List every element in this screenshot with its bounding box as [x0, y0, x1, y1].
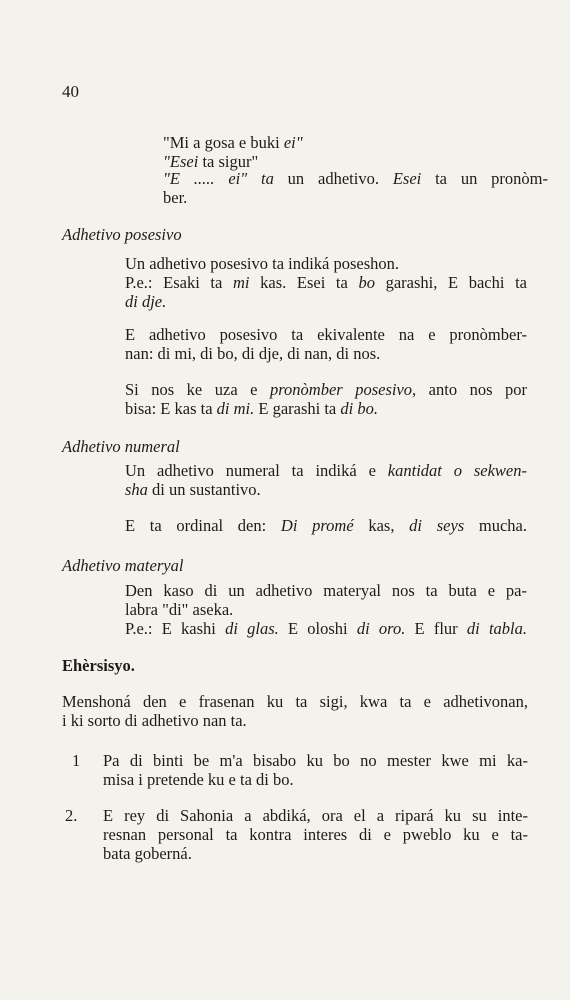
exercise-item-2-number: 2.: [65, 806, 78, 825]
page-number: 40: [62, 82, 79, 101]
posesivo-definition: Un adhetivo posesivo ta indiká poseshon.: [125, 254, 400, 273]
section-title-materyal: Adhetivo materyal: [62, 556, 184, 575]
posesivo-example-cont: di dje.: [125, 292, 167, 311]
example-quote-2: "Esei ta sigur": [163, 152, 259, 171]
exercise-item-1-line-1: Pa di binti be m'a bisabo ku bo no mester kwe mi ka-: [103, 751, 528, 770]
section-title-posesivo: Adhetivo posesivo: [62, 225, 182, 244]
materyal-example: P.e.: E kashi di glas. E oloshi di oro. E flur di tabla.: [125, 619, 528, 638]
exercise-title: Ehèrsisyo.: [62, 656, 135, 675]
materyal-definition-line-1: Den kaso di un adhetivo materyal nos ta buta e pa-: [125, 581, 527, 600]
exercise-item-2-line-1: E rey di Sahonia a abdiká, ora el a ripará ku su inte-: [103, 806, 528, 825]
example-quote-3-cont: ber.: [163, 188, 188, 207]
posesivo-pronoun-line-1: Si nos ke uza e pronòmber posesivo, anto nos por: [125, 380, 528, 399]
section-title-numeral: Adhetivo numeral: [62, 437, 180, 456]
posesivo-equivalent-line-2: nan: di mi, di bo, di dje, di nan, di nos.: [125, 344, 381, 363]
exercise-item-2-line-2: resnan personal ta kontra interes di e pweblo ku e ta-: [103, 825, 528, 844]
exercise-item-2-line-3: bata goberná.: [103, 844, 192, 863]
materyal-definition-line-2: labra "di" aseka.: [125, 600, 234, 619]
posesivo-pronoun-line-2: bisa: E kas ta di mi. E garashi ta di bo.: [125, 399, 378, 418]
exercise-instruction-line-1: Menshoná den e frasenan ku ta sigi, kwa ta e adhetivonan,: [62, 692, 528, 711]
numeral-ordinal-example: E ta ordinal den: Di promé kas, di seys mucha.: [125, 516, 528, 535]
exercise-item-1-line-2: misa i pretende ku e ta di bo.: [103, 770, 294, 789]
numeral-definition-line-1: Un adhetivo numeral ta indiká e kantidat o sekwen-: [125, 461, 528, 480]
posesivo-example: P.e.: Esaki ta mi kas. Esei ta bo garashi, E bachi ta: [125, 273, 527, 292]
numeral-definition-line-2: sha di un sustantivo.: [125, 480, 261, 499]
posesivo-equivalent-line-1: E adhetivo posesivo ta ekivalente na e pronòmber-: [125, 325, 527, 344]
exercise-item-1-number: 1: [72, 751, 81, 770]
example-quote-1: "Mi a gosa e buki ei": [163, 133, 303, 152]
exercise-instruction-line-2: i ki sorto di adhetivo nan ta.: [62, 711, 247, 730]
example-quote-3: "E ..... ei" ta un adhetivo. Esei ta un pronòm-: [163, 169, 548, 188]
